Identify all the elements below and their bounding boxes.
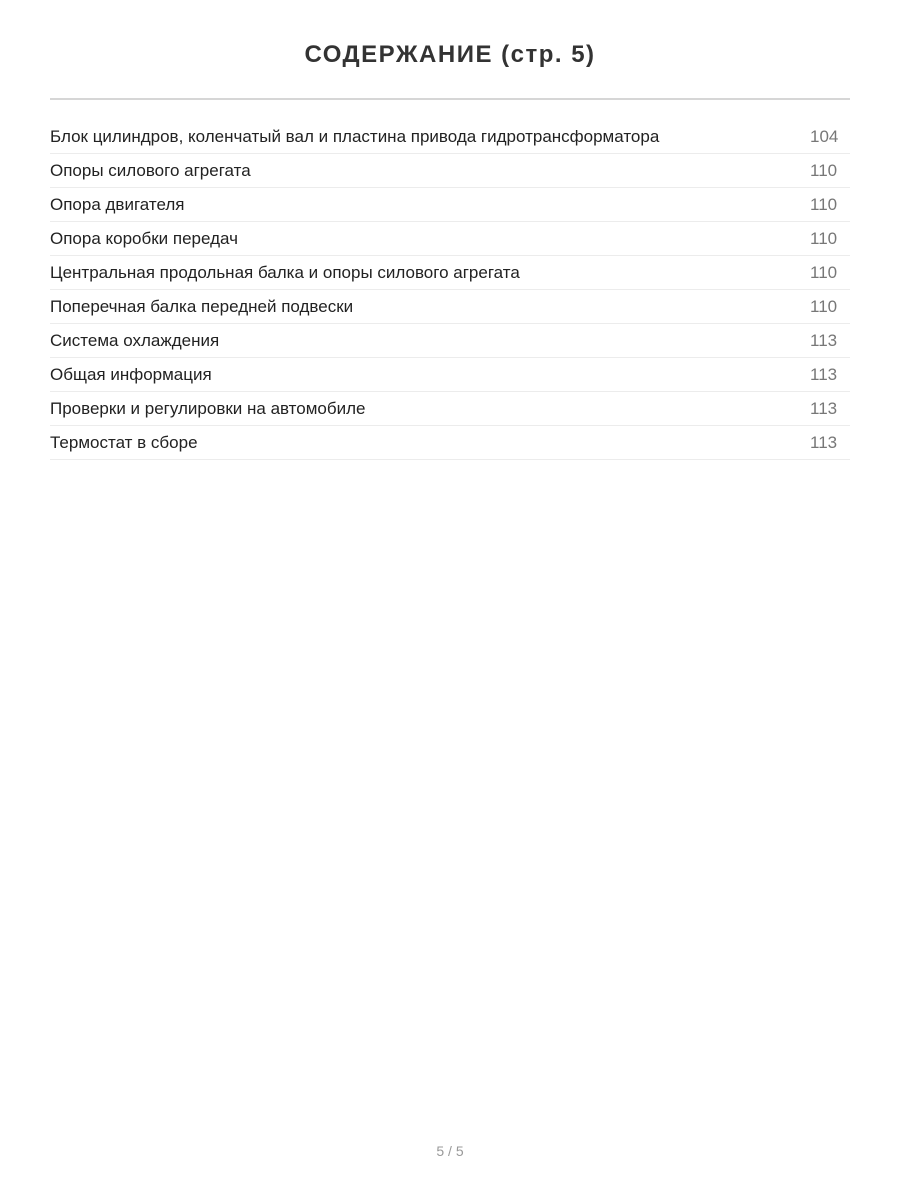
toc-entry[interactable] [50, 358, 850, 392]
toc-entry-title[interactable]: Общая информация [50, 364, 212, 384]
toc-entry[interactable] [50, 188, 850, 222]
toc-entry[interactable] [50, 222, 850, 256]
toc-entry-title[interactable]: Блок цилиндров, коленчатый вал и пластина привода гидротрансформатора [50, 126, 660, 146]
toc-entry[interactable] [50, 120, 850, 154]
toc-entry[interactable] [50, 290, 850, 324]
table-of-contents [50, 120, 850, 460]
toc-entry[interactable] [50, 256, 850, 290]
toc-entry[interactable] [50, 324, 850, 358]
toc-entry[interactable] [50, 154, 850, 188]
toc-entry-title[interactable]: Термостат в сборе [50, 432, 198, 452]
toc-entry-page-number: 104 [810, 126, 839, 146]
toc-entry-page-number: 113 [810, 364, 838, 384]
toc-entry-page-number: 110 [810, 296, 838, 316]
toc-entry-title[interactable]: Система охлаждения [50, 330, 220, 350]
toc-entry-page-number: 110 [810, 228, 838, 248]
toc-entry[interactable] [50, 392, 850, 426]
page-counter: 5 / 5 [436, 1143, 464, 1159]
toc-entry-title[interactable]: Поперечная балка передней подвески [50, 296, 354, 316]
toc-entry-page-number: 113 [810, 432, 838, 452]
toc-entry-page-number: 110 [810, 262, 838, 282]
toc-entry-title[interactable]: Проверки и регулировки на автомобиле [50, 398, 366, 418]
toc-entry-page-number: 113 [810, 398, 838, 418]
toc-entry-title[interactable]: Опора коробки передач [50, 228, 238, 248]
toc-entry-title[interactable]: Опора двигателя [50, 194, 185, 214]
page-title: СОДЕРЖАНИЕ (стр. 5) [304, 41, 596, 68]
toc-entry-page-number: 110 [810, 160, 838, 180]
toc-entry[interactable] [50, 426, 850, 460]
toc-entry-page-number: 113 [810, 330, 838, 350]
toc-entry-title[interactable]: Опоры силового агрегата [50, 160, 251, 180]
toc-entry-page-number: 110 [810, 194, 838, 214]
title-divider [50, 98, 850, 100]
toc-entry-title[interactable]: Центральная продольная балка и опоры силового агрегата [50, 262, 520, 282]
